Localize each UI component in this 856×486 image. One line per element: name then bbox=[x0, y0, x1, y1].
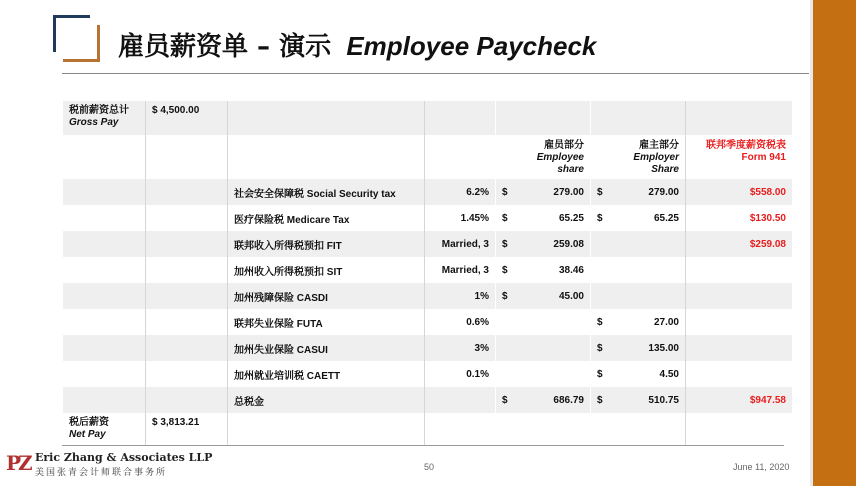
empty-cell bbox=[146, 309, 228, 335]
paycheck-table bbox=[63, 101, 793, 445]
net-pay-row bbox=[63, 413, 793, 445]
employee-amount bbox=[496, 283, 591, 309]
employer-amount bbox=[591, 387, 686, 413]
employee-amount bbox=[496, 205, 591, 231]
tax-rate bbox=[425, 387, 496, 413]
gross-label-en: Gross Pay bbox=[69, 117, 119, 128]
empty-cell bbox=[146, 257, 228, 283]
footer-divider bbox=[62, 445, 784, 446]
employer-value: 27.00 bbox=[653, 316, 679, 328]
currency-symbol: $ bbox=[597, 342, 603, 354]
employer-value: 65.25 bbox=[653, 212, 679, 224]
gross-label-cn: 税前薪资总计 bbox=[69, 105, 129, 116]
employer-amount bbox=[591, 205, 686, 231]
empty-cell bbox=[146, 179, 228, 205]
title-en: Employee Paycheck bbox=[346, 31, 597, 61]
side-accent-bar bbox=[810, 0, 856, 486]
corner-logo-icon bbox=[53, 15, 100, 62]
tax-rate: Married, 3 bbox=[425, 231, 496, 257]
employee-amount bbox=[496, 335, 591, 361]
form-941-amount bbox=[686, 283, 793, 309]
tax-rate: 0.1% bbox=[425, 361, 496, 387]
firm-logo-icon: PZ bbox=[6, 451, 30, 475]
employee-amount bbox=[496, 179, 591, 205]
net-label-cn: 税后薪资 bbox=[69, 417, 109, 428]
slide-date: June 11, 2020 bbox=[733, 462, 790, 472]
currency-symbol: $ bbox=[597, 368, 603, 380]
title-cn: 雇员薪资单 – 演示 bbox=[118, 32, 332, 62]
employer-amount bbox=[591, 283, 686, 309]
form-941-amount bbox=[686, 361, 793, 387]
form-941-header: 联邦季度薪资税表 Form 941 bbox=[686, 135, 793, 179]
employer-value: 4.50 bbox=[659, 368, 679, 380]
empty-cell bbox=[63, 179, 146, 205]
tax-name: 社会安全保障税 Social Security tax bbox=[228, 179, 425, 205]
tax-name: 联邦收入所得税预扣 FIT bbox=[228, 231, 425, 257]
net-amount: $ 3,813.21 bbox=[146, 413, 228, 445]
page-number: 50 bbox=[424, 462, 435, 472]
tax-row bbox=[63, 205, 793, 231]
employee-value: 65.25 bbox=[558, 212, 584, 224]
empty-cell bbox=[63, 283, 146, 309]
tax-name: 加州就业培训税 CAETT bbox=[228, 361, 425, 387]
tax-name: 医疗保险税 Medicare Tax bbox=[228, 205, 425, 231]
employer-amount bbox=[591, 179, 686, 205]
tax-row bbox=[63, 335, 793, 361]
firm-name-cn: 美国张青会计师联合事务所 bbox=[35, 468, 168, 478]
empty-cell bbox=[63, 257, 146, 283]
empty-cell bbox=[146, 335, 228, 361]
employer-amount bbox=[591, 231, 686, 257]
tax-row bbox=[63, 179, 793, 205]
currency-symbol: $ bbox=[597, 316, 603, 328]
employer-value: 510.75 bbox=[648, 394, 679, 406]
tax-rate: 1.45% bbox=[425, 205, 496, 231]
empty-cell bbox=[63, 335, 146, 361]
employee-amount bbox=[496, 309, 591, 335]
form-941-amount: $259.08 bbox=[686, 231, 793, 257]
empty-cell bbox=[63, 309, 146, 335]
empty-cell bbox=[63, 205, 146, 231]
tax-row bbox=[63, 283, 793, 309]
employee-value: 45.00 bbox=[558, 290, 584, 302]
employee-value: 279.00 bbox=[553, 186, 584, 198]
tax-name: 加州残障保险 CASDI bbox=[228, 283, 425, 309]
net-label-en: Net Pay bbox=[69, 429, 106, 440]
employer-amount bbox=[591, 257, 686, 283]
empty-cell bbox=[146, 231, 228, 257]
employer-amount bbox=[591, 309, 686, 335]
tax-name: 加州收入所得税预扣 SIT bbox=[228, 257, 425, 283]
form-941-amount bbox=[686, 335, 793, 361]
currency-symbol: $ bbox=[597, 394, 603, 406]
currency-symbol: $ bbox=[502, 238, 508, 250]
employee-amount bbox=[496, 231, 591, 257]
tax-row bbox=[63, 231, 793, 257]
firm-name-en: Eric Zhang & Associates LLP bbox=[35, 451, 213, 464]
employee-value: 259.08 bbox=[553, 238, 584, 250]
empty-cell bbox=[146, 387, 228, 413]
empty-cell bbox=[146, 283, 228, 309]
tax-rate: 3% bbox=[425, 335, 496, 361]
empty-cell bbox=[63, 231, 146, 257]
currency-symbol: $ bbox=[597, 212, 603, 224]
form-941-amount bbox=[686, 309, 793, 335]
employee-share-header: 雇员部分 Employee share bbox=[496, 135, 591, 179]
employee-amount bbox=[496, 257, 591, 283]
tax-name: 加州失业保险 CASUI bbox=[228, 335, 425, 361]
tax-name: 联邦失业保险 FUTA bbox=[228, 309, 425, 335]
column-header-row bbox=[63, 135, 793, 179]
empty-cell bbox=[63, 361, 146, 387]
employee-amount bbox=[496, 361, 591, 387]
employee-value: 686.79 bbox=[553, 394, 584, 406]
slide-title bbox=[118, 26, 596, 63]
tax-row bbox=[63, 361, 793, 387]
employee-amount bbox=[496, 387, 591, 413]
gross-amount: $ 4,500.00 bbox=[146, 101, 228, 135]
empty-cell bbox=[146, 361, 228, 387]
tax-row bbox=[63, 309, 793, 335]
employee-value: 38.46 bbox=[558, 264, 584, 276]
currency-symbol: $ bbox=[502, 212, 508, 224]
form-941-amount: $947.58 bbox=[686, 387, 793, 413]
employer-amount bbox=[591, 361, 686, 387]
form-941-amount: $130.50 bbox=[686, 205, 793, 231]
employer-amount bbox=[591, 335, 686, 361]
gross-pay-row bbox=[63, 101, 793, 135]
employer-value: 135.00 bbox=[648, 342, 679, 354]
tax-name: 总税金 bbox=[228, 387, 425, 413]
empty-cell bbox=[146, 205, 228, 231]
empty-cell bbox=[63, 387, 146, 413]
tax-row bbox=[63, 387, 793, 413]
form-941-amount: $558.00 bbox=[686, 179, 793, 205]
currency-symbol: $ bbox=[597, 186, 603, 198]
currency-symbol: $ bbox=[502, 264, 508, 276]
currency-symbol: $ bbox=[502, 186, 508, 198]
currency-symbol: $ bbox=[502, 394, 508, 406]
employer-value: 279.00 bbox=[648, 186, 679, 198]
form-941-amount bbox=[686, 257, 793, 283]
title-divider bbox=[62, 73, 809, 74]
tax-row bbox=[63, 257, 793, 283]
tax-rate: 0.6% bbox=[425, 309, 496, 335]
tax-rate: 1% bbox=[425, 283, 496, 309]
tax-rate: 6.2% bbox=[425, 179, 496, 205]
employer-share-header: 雇主部分 Employer Share bbox=[591, 135, 686, 179]
tax-rate: Married, 3 bbox=[425, 257, 496, 283]
currency-symbol: $ bbox=[502, 290, 508, 302]
